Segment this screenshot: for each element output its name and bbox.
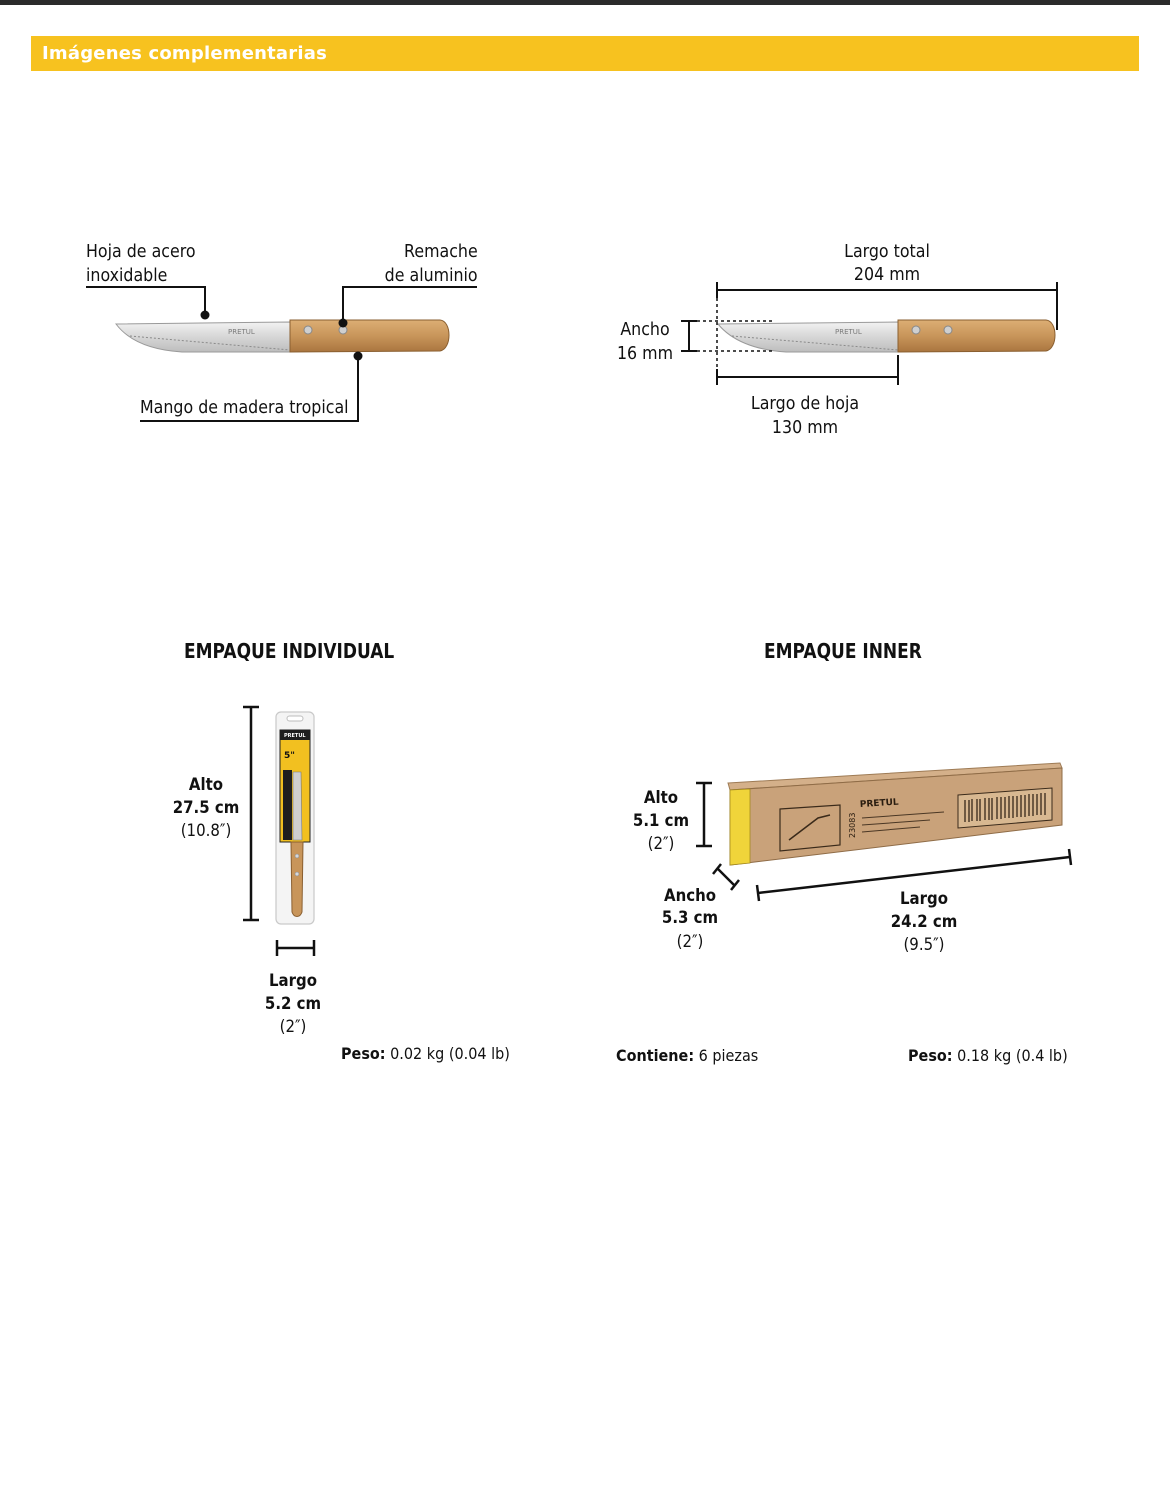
blade-label-2: inoxidable [86, 265, 168, 286]
knife-brand-text: PRETUL [228, 328, 255, 336]
total-length-label: Largo total [844, 241, 930, 262]
inner-title: EMPAQUE INNER [764, 639, 922, 663]
box-brand-text: PRETUL [859, 797, 899, 810]
section-title: Imágenes complementarias [42, 43, 327, 64]
handle-label: Mango de madera tropical [140, 397, 349, 418]
svg-text:5": 5" [284, 751, 295, 761]
total-length-value: 204 mm [853, 264, 921, 285]
inner-largo-inches: (9.5″) [903, 935, 945, 955]
individual-alto-label: Alto [188, 775, 224, 795]
inner-contents: Contiene: 6 piezas [616, 1046, 759, 1065]
inner-alto-inches: (2″) [647, 834, 675, 854]
rivet-label-2: de aluminio [385, 265, 478, 286]
individual-alto-value: 27.5 cm [172, 798, 240, 818]
inner-alto-label: Alto [643, 788, 679, 808]
rivet-label-1: Remache [404, 241, 478, 262]
individual-alto-inches: (10.8″) [180, 821, 232, 841]
blade-length-value: 130 mm [771, 417, 839, 438]
inner-largo-value: 24.2 cm [890, 912, 958, 932]
individual-largo-value: 5.2 cm [264, 994, 322, 1014]
inner-alto-value: 5.1 cm [632, 811, 690, 831]
width-label: Ancho [620, 319, 670, 340]
inner-ancho-inches: (2″) [676, 932, 704, 952]
inner-box-image [728, 763, 1062, 865]
inner-ancho-label: Ancho [663, 886, 717, 906]
svg-text:PRETUL: PRETUL [284, 733, 306, 739]
inner-weight: Peso: 0.18 kg (0.4 lb) [908, 1046, 1068, 1065]
inner-largo-label: Largo [899, 889, 948, 909]
individual-largo-label: Largo [268, 971, 317, 991]
knife-brand-text-2: PRETUL [835, 328, 862, 336]
width-value: 16 mm [616, 343, 674, 364]
box-code-text: 23083 [848, 812, 857, 838]
blade-length-label: Largo de hoja [750, 393, 860, 414]
blade-label-1: Hoja de acero [86, 241, 196, 262]
inner-ancho-value: 5.3 cm [661, 908, 719, 928]
individual-title: EMPAQUE INDIVIDUAL [184, 639, 395, 663]
individual-largo-inches: (2″) [279, 1017, 307, 1037]
individual-weight: Peso: 0.02 kg (0.04 lb) [341, 1044, 510, 1063]
